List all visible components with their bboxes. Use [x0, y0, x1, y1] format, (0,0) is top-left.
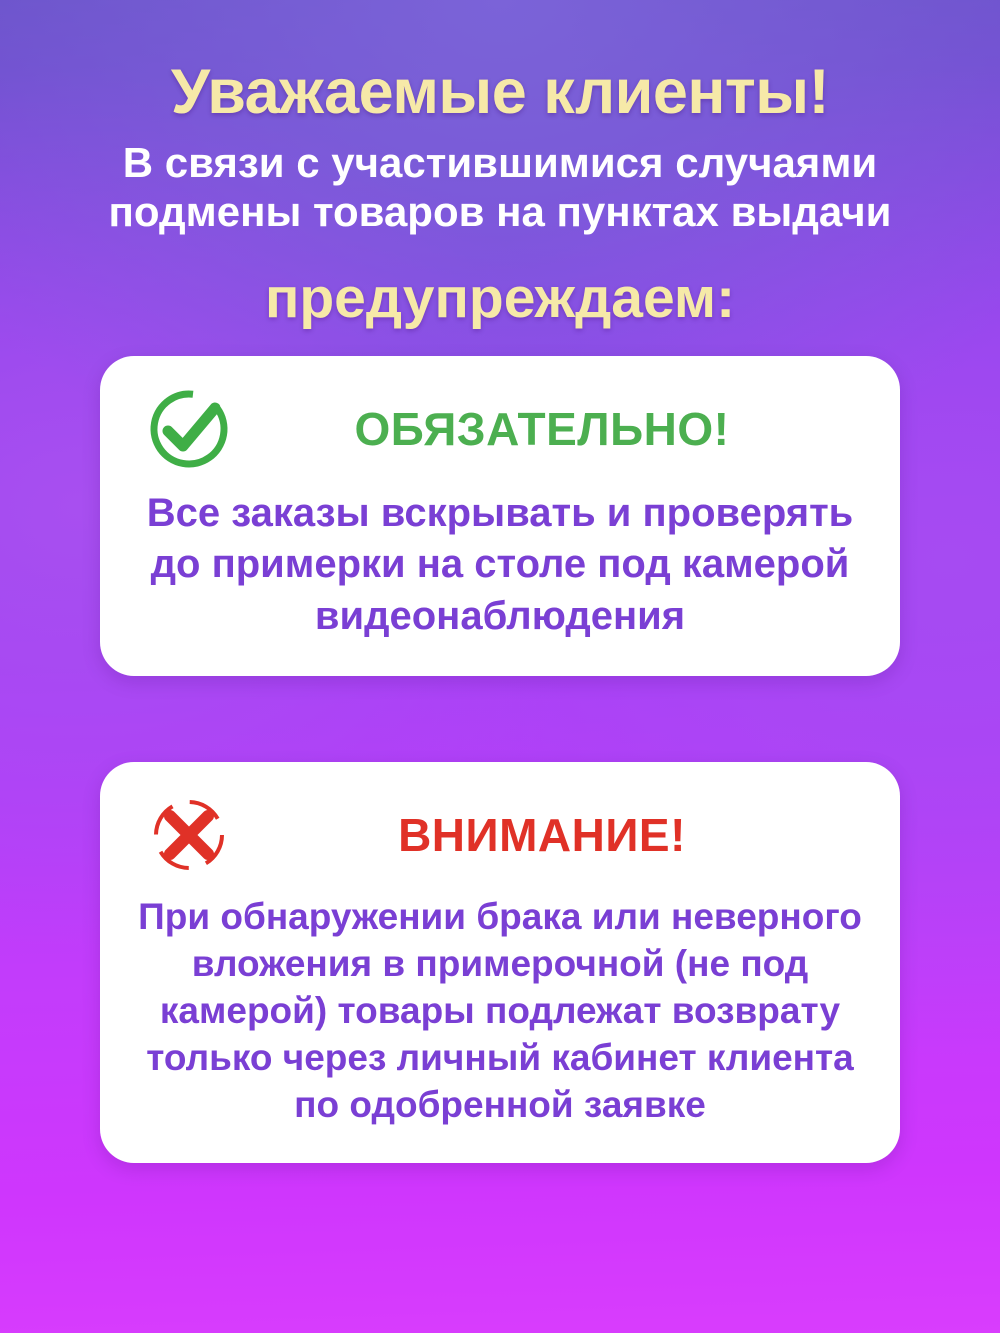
mandatory-card-header	[134, 386, 866, 472]
attention-card-body: При обнаружении брака или неверного вложения в примерочной (не под камерой) товары подлежат возврату только через личный кабинет клиента по одобренной заявке	[138, 895, 862, 1125]
page-subtitle: В связи с участившимися случаями подмены товаров на пунктах выдачи	[108, 138, 892, 236]
mandatory-card	[100, 356, 900, 676]
mandatory-card-heading: ОБЯЗАТЕЛЬНО!	[354, 403, 730, 456]
cross-circle-icon	[146, 792, 232, 878]
attention-card-heading: ВНИМАНИЕ!	[398, 808, 686, 861]
warning-headline: предупреждаем:	[264, 266, 736, 331]
attention-card-header	[134, 792, 866, 878]
page-title: Уважаемые клиенты!	[170, 57, 830, 127]
attention-card	[100, 762, 900, 1163]
mandatory-card-body: Все заказы вскрывать и проверять до примерки на столе под камерой видеонаблюдения	[146, 491, 854, 638]
check-circle-icon	[146, 386, 232, 472]
